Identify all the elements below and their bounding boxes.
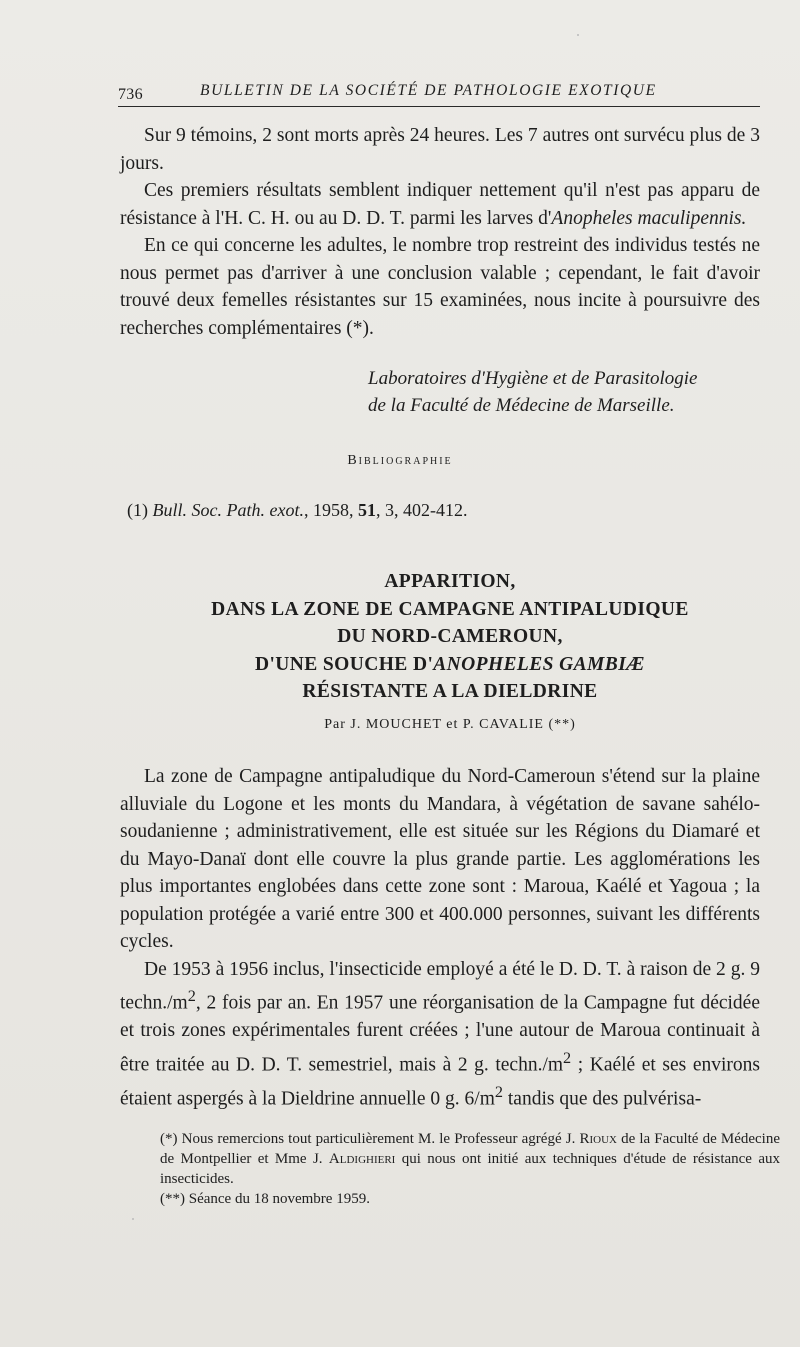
author-names: J. MOUCHET et P. CAVALIE (350, 717, 544, 732)
page-header (118, 78, 760, 107)
paragraph: De 1953 à 1956 inclus, l'insecticide employé a été le D. D. T. à raison de 2 g. 9 $techn./m^2$, 2 fois par an. En 1957 une réorganisation de la Campagne fut décidée et trois zones expérimentales furent créées ; l'une autour de Maroua continuait à être traitée au D. D. T. semestriel, mais à 2 g. $techn./m^2$ ; Kaélé et ses environs étaient aspergés à la Dieldrine annuelle 0 g. $6/m^2$ tandis que des pulvérisa- (120, 958, 760, 1109)
reference-number: (1) (127, 500, 148, 520)
paragraph: La zone de Campagne antipaludique du Nord-Cameroun s'étend sur la plaine alluviale du Logone et les monts du Mandara, à végétation de savane sahélo-soudanienne ; administrativement, elle est située sur les Régions du Diamaré et du Mayo-Danaï dont elle couvre la plus grande partie. Les agglomérations les plus importantes englobées dans cette zone sont : Maroua, Kaélé et Yagoua ; la population protégée a varié entre 300 et 400.000 personnes, suivant les différents cycles. (120, 766, 760, 952)
reference-journal: Bull. Soc. Path. exot. (152, 500, 304, 520)
affiliation (330, 365, 760, 419)
bibliography-entry: (1) Bull. Soc. Path. exot., 1958, 51, 3, 402-412. (127, 500, 468, 520)
species-name: Anopheles maculipennis. (551, 207, 747, 229)
page-number: 736 (118, 86, 143, 103)
paragraph: Sur 9 témoins, 2 sont morts après 24 heures. Les 7 autres ont survécu plus de 3 jours. (120, 125, 760, 174)
article-title: APPARITION, DANS LA ZONE DE CAMPAGNE ANTIPALUDIQUE DU NORD-CAMEROUN, D'UNE SOUCHE D'ANOPHELES GAMBIÆ RÉSISTANTE A LA DIELDRINE (211, 571, 689, 702)
paper-speck (132, 1218, 134, 1220)
article-body (120, 763, 760, 1113)
footnotes (160, 1129, 780, 1209)
running-title: BULLETIN DE LA SOCIÉTÉ DE PATHOLOGIE EXOTIQUE (200, 82, 657, 99)
footnote-1: (*) Nous remercions tout particulièrement M. le Professeur agrégé J. Rioux de la Faculté de Médecine de Montpellier et Mme J. Aldighieri qui nous ont initié aux techniques d'étude de résistance aux insecticides. (160, 1131, 780, 1187)
title-species: ANOPHELES GAMBIÆ (433, 653, 645, 675)
affiliation-line-2: de la Faculté de Médecine de Marseille. (368, 395, 675, 416)
author-note-marker: (**) (548, 717, 576, 732)
article-authors: Par J. MOUCHET et P. CAVALIE (**) (324, 717, 576, 732)
previous-article-text (120, 122, 760, 342)
paragraph: En ce qui concerne les adultes, le nombre trop restreint des individus testés ne nous permet pas d'arriver à une conclusion valable ; cependant, le fait d'avoir trouvé deux femelles résistantes sur 15 examinées, nous incite à poursuivre des recherches complémentaires (*). (120, 235, 760, 339)
paragraph: Ces premiers résultats semblent indiquer nettement qu'il n'est pas apparu de résistance à l'H. C. H. ou au D. D. T. parmi les larves d'Anopheles maculipennis. (120, 180, 760, 229)
reference-volume: 51 (357, 500, 376, 520)
bibliography-heading: Bibliographie (347, 453, 453, 468)
paper-speck (577, 34, 579, 36)
affiliation-line-1: Laboratoires d'Hygiène et de Parasitologie (368, 368, 698, 389)
footnote-2: (**) Séance du 18 novembre 1959. (160, 1191, 370, 1207)
